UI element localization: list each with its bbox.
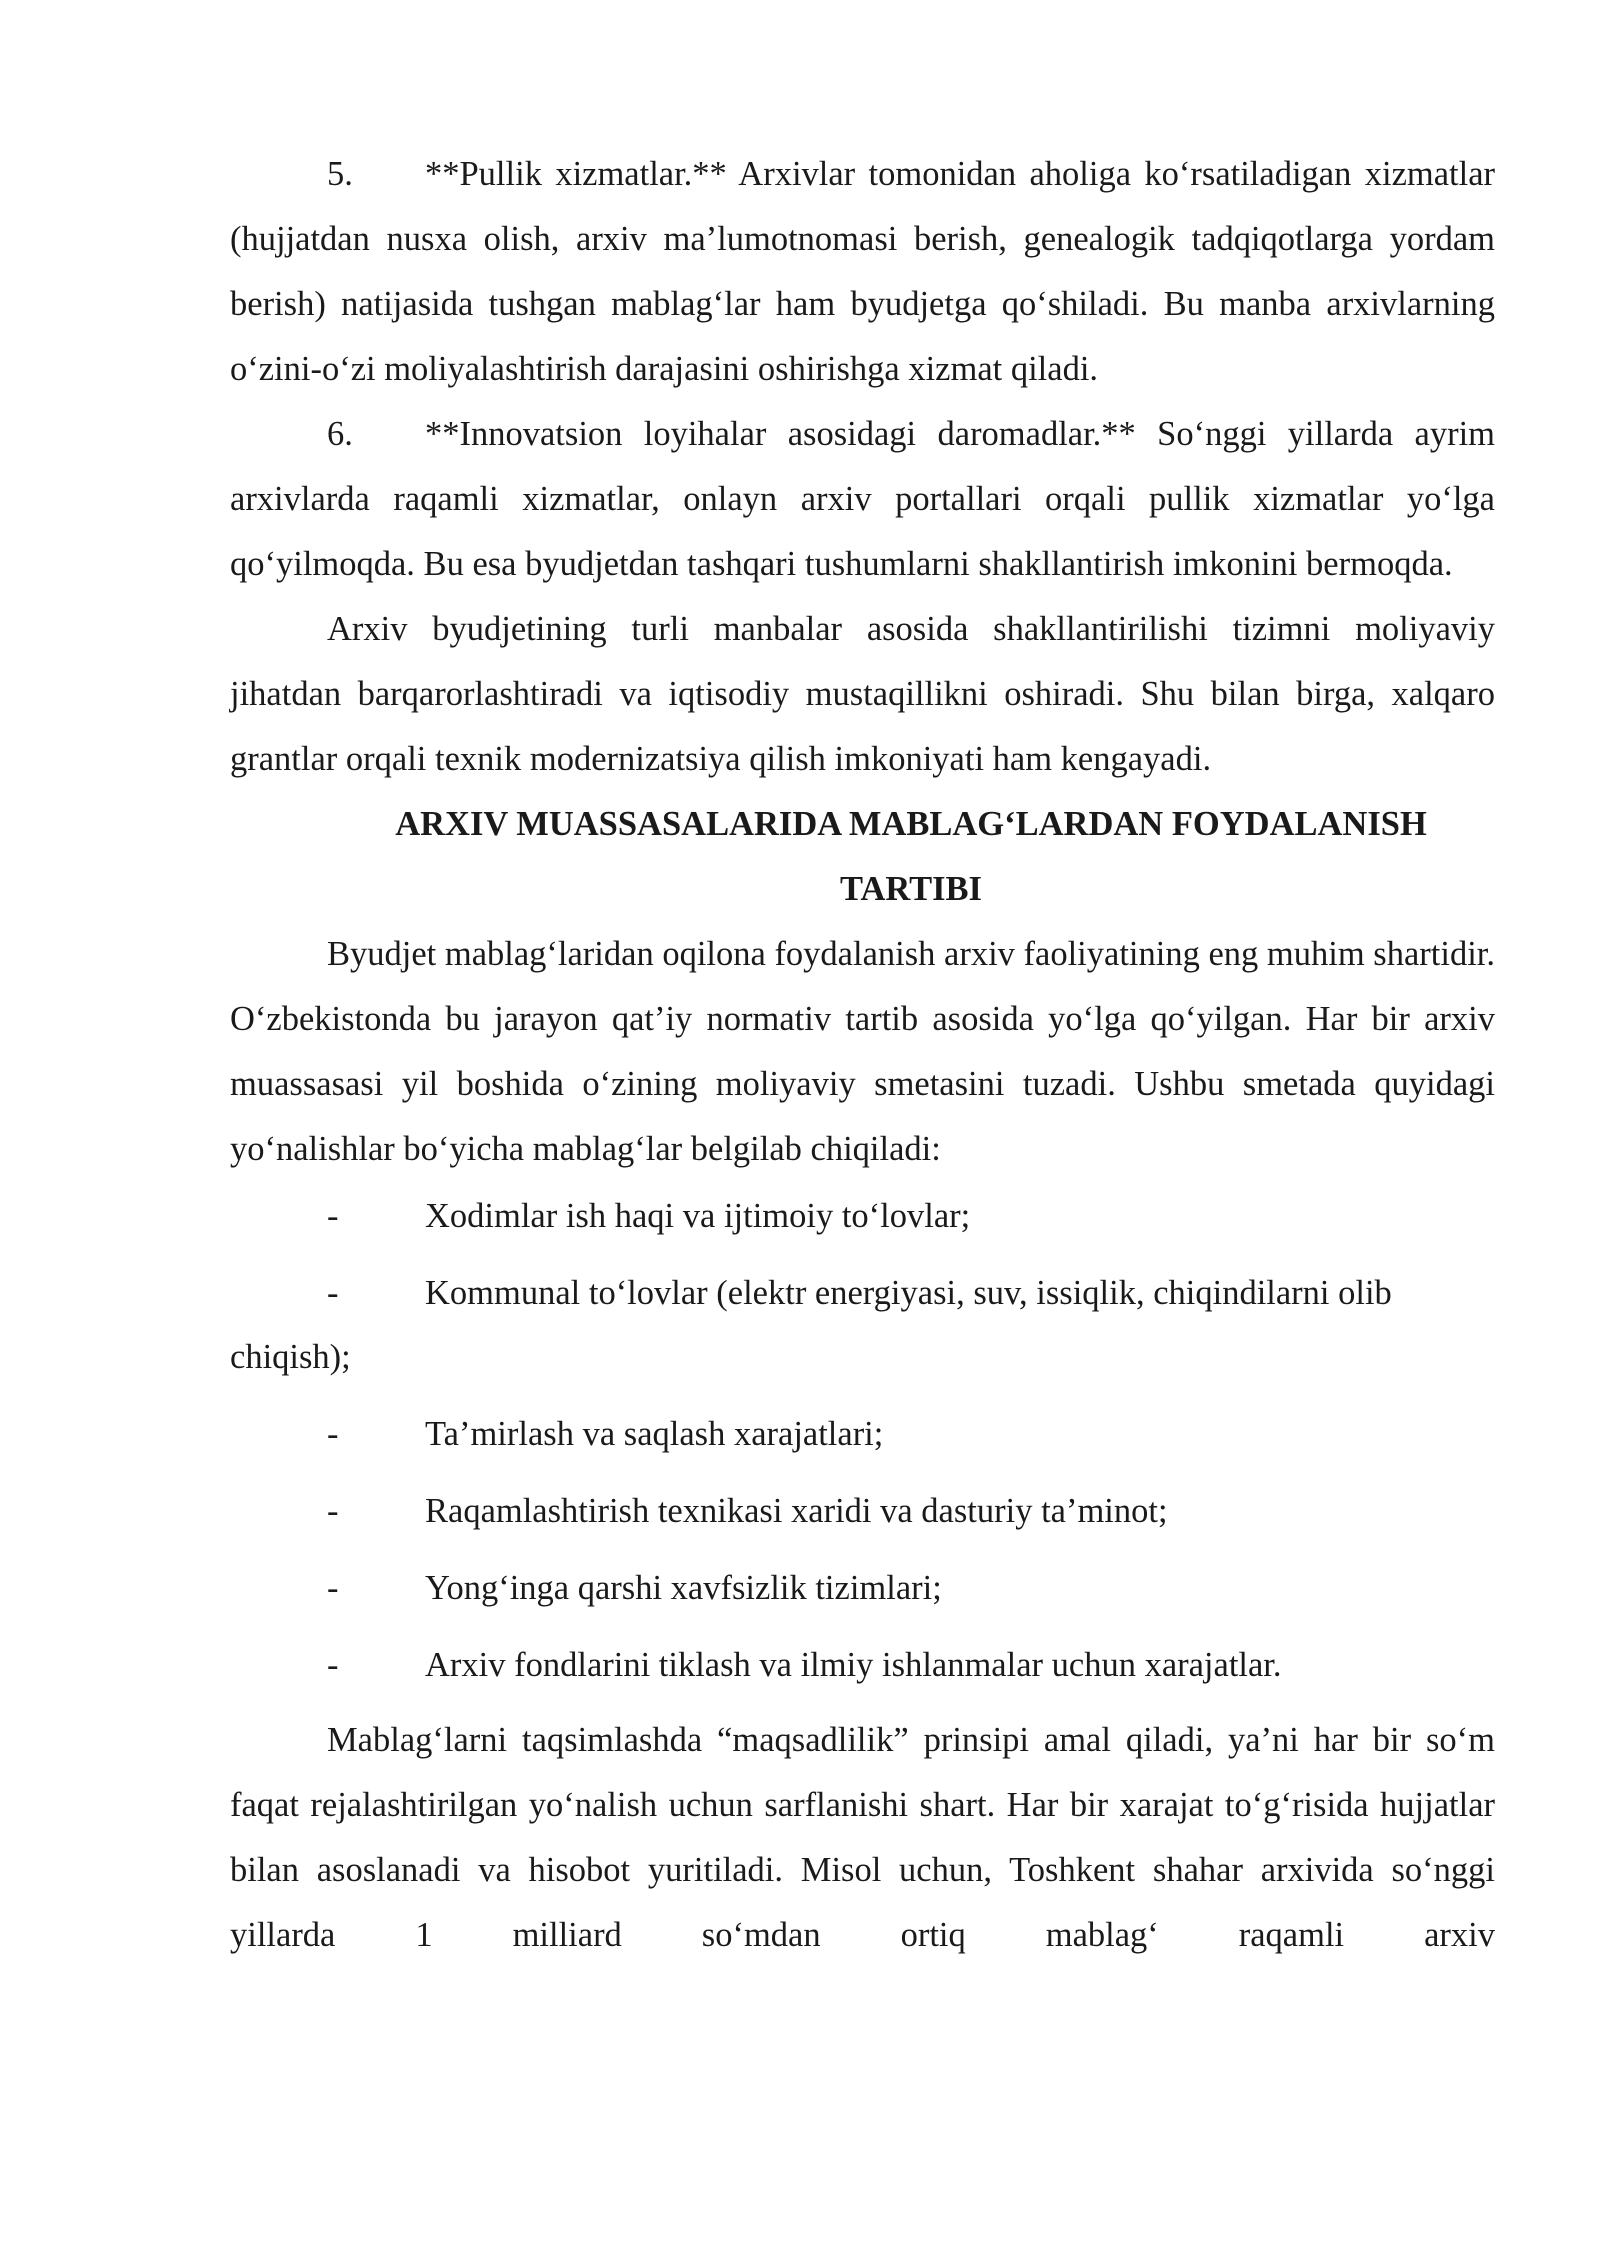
- bullet-marker: -: [327, 1646, 339, 1684]
- bullet-text-continuation: chiqish);: [230, 1338, 351, 1376]
- numbered-item-6: [230, 402, 1495, 597]
- item-number: 5.: [327, 155, 353, 193]
- document-page: [230, 142, 1495, 1968]
- numbered-item-5: [230, 142, 1495, 402]
- bullet-item: [230, 1477, 1495, 1545]
- bullet-text: Ta’mirlash va saqlash xarajatlari;: [425, 1415, 884, 1453]
- item-text: **Innovatsion loyihalar asosidagi daromadlar.** So‘nggi yillarda ayrim arxivlarda raqamli xizmatlar, onlayn arxiv portallari orqali pullik xizmatlar yo‘lga qo‘yilmoqda. Bu esa byudjetdan tashqari tushumlarni shakllantirish imkonini bermoqda.: [230, 415, 1495, 583]
- bullet-item: [230, 1182, 1495, 1250]
- bullet-marker: -: [327, 1492, 339, 1530]
- bullet-text: Raqamlashtirish texnikasi xaridi va dasturiy ta’minot;: [425, 1492, 1168, 1530]
- final-paragraph: Mablag‘larni taqsimlashda “maqsadlilik” prinsipi amal qiladi, ya’ni har bir so‘m faqat rejalashtirilgan yo‘nalish uchun sarflanishi shart. Har bir xarajat to‘g‘risida hujjatlar bilan asoslanadi va hisobot yuritiladi. Misol uchun, Toshkent shahar arxivida so‘nggi yillarda 1 milliard so‘mdan ortiq mablag‘ raqamli arxiv: [230, 1721, 1495, 1954]
- intro-paragraph: Byudjet mablag‘laridan oqilona foydalanish arxiv faoliyatining eng muhim shartidir. O‘zbekistonda bu jarayon qat’iy normativ tartib asosida yo‘lga qo‘yilgan. Har bir arxiv muassasasi yil boshida o‘zining moliyaviy smetasini tuzadi. Ushbu smetada quyidagi yo‘nalishlar bo‘yicha mablag‘lar belgilab chiqiladi:: [230, 935, 1495, 1168]
- bullet-item: [230, 1400, 1495, 1468]
- bullet-marker: -: [327, 1197, 339, 1235]
- bullet-marker: -: [327, 1569, 339, 1607]
- bullet-marker: -: [327, 1415, 339, 1453]
- section-heading-line-2: TARTIBI: [840, 870, 982, 908]
- bullet-item: [230, 1259, 1495, 1391]
- bullet-text: Kommunal to‘lovlar (elektr energiyasi, suv, issiqlik, chiqindilarni olib: [425, 1274, 1392, 1312]
- section-heading-line-1: ARXIV MUASSASALARIDA MABLAG‘LARDAN FOYDALANISH: [395, 805, 1427, 843]
- section-heading: [230, 792, 1495, 922]
- item-number: 6.: [327, 415, 353, 453]
- bullet-text: Xodimlar ish haqi va ijtimoiy to‘lovlar;: [425, 1197, 971, 1235]
- bullet-item: [230, 1554, 1495, 1622]
- bullet-text: Yong‘inga qarshi xavfsizlik tizimlari;: [425, 1569, 942, 1607]
- item-text: **Pullik xizmatlar.** Arxivlar tomonidan aholiga ko‘rsatiladigan xizmatlar (hujjatdan nusxa olish, arxiv ma’lumotnomasi berish, genealogik tadqiqotlarga yordam berish) natijasida tushgan mablag‘lar ham byudjetga qo‘shiladi. Bu manba arxivlarning o‘zini-o‘zi moliyalashtirish darajasini oshirishga xizmat qiladi.: [230, 155, 1495, 388]
- bullet-marker: -: [327, 1274, 339, 1312]
- bullet-item: [230, 1631, 1495, 1699]
- summary-paragraph: Arxiv byudjetining turli manbalar asosida shakllantirilishi tizimni moliyaviy jihatdan barqarorlashtiradi va iqtisodiy mustaqillikni oshiradi. Shu bilan birga, xalqaro grantlar orqali texnik modernizatsiya qilish imkoniyati ham kengayadi.: [230, 610, 1495, 778]
- bullet-text: Arxiv fondlarini tiklash va ilmiy ishlanmalar uchun xarajatlar.: [425, 1646, 1282, 1684]
